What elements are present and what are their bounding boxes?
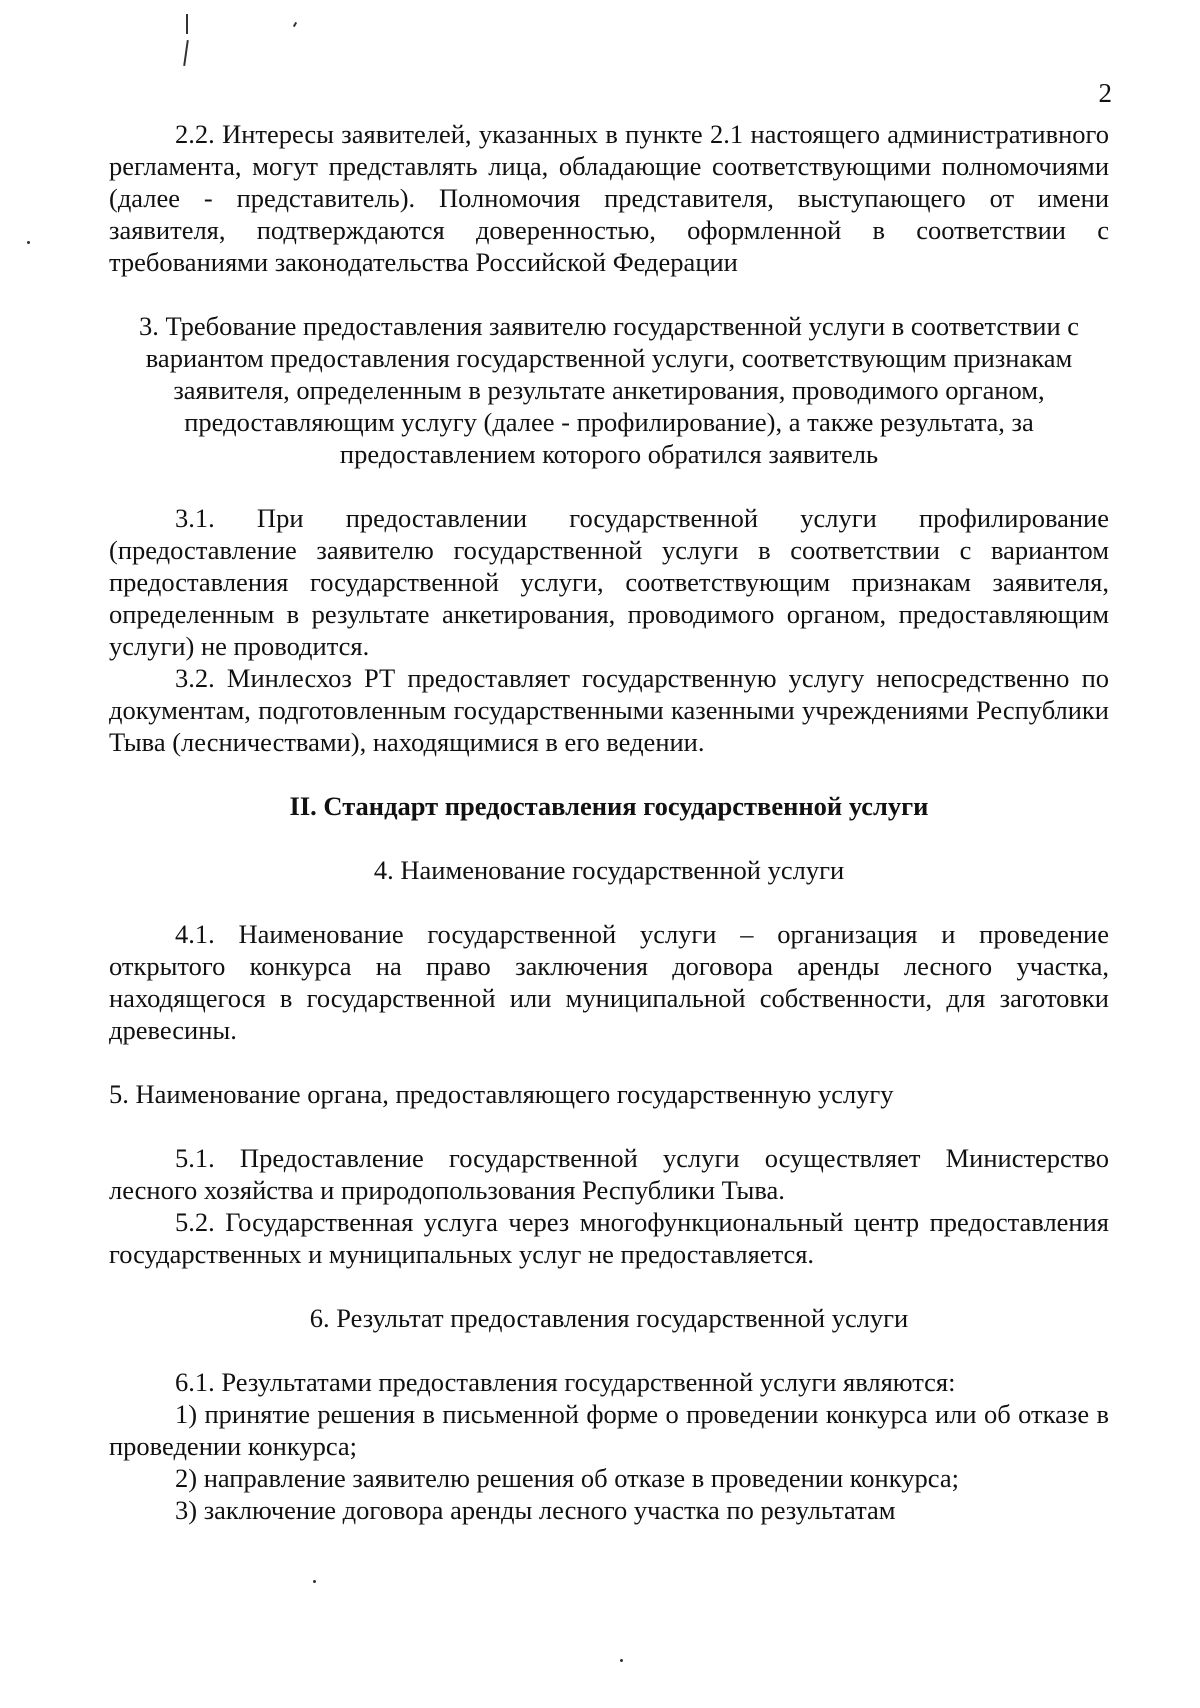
scan-mark — [186, 14, 188, 34]
paragraph-3-2: 3.2. Минлесхоз РТ предоставляет государственную услугу непосредственно по документам, подготовленным государственными казенными учреждениями Республики Тыва (лесничествами), находящимися в его ведении. — [109, 663, 1109, 757]
page-number: 2 — [1098, 78, 1112, 108]
scan-mark — [183, 40, 189, 66]
paragraph-3-1: 3.1. При предоставлении государственной услуги профилирование (предоставление заявителю государственной услуги в соответствии с вариантом предоставления государственной услуги, соответствующим признакам заявителя, определенным в результате анкетирования, проводимого органом, предоставляющим услуги) не проводится. — [109, 503, 1109, 661]
scan-mark — [27, 241, 30, 244]
section-II-heading: II. Стандарт предоставления государственной услуги — [289, 791, 929, 821]
scan-mark — [293, 22, 297, 27]
list-item-6-1-2: 2) направление заявителю решения об отказе в проведении конкурса; — [175, 1463, 959, 1493]
document-body — [109, 118, 1109, 1526]
paragraph-4-1: 4.1. Наименование государственной услуги – организация и проведение открытого конкурса на право заключения договора аренды лесного участка, находящегося в государственной или муниципальной собственности, для заготовки древесины. — [109, 919, 1109, 1045]
paragraph-5-2: 5.2. Государственная услуга через многофункциональный центр предоставления государственных и муниципальных услуг не предоставляется. — [109, 1207, 1109, 1269]
paragraph-2-2: 2.2. Интересы заявителей, указанных в пункте 2.1 настоящего административного регламента, могут представлять лица, обладающие соответствующими полномочиями (далее - представитель). Полномочия представителя, выступающего от имени заявителя, подтверждаются доверенностью, оформленной в соответствии с требованиями законодательства Российской Федерации — [109, 119, 1109, 277]
section-3-title: 3. Требование предоставления заявителю государственной услуги в соответствии с вариантом предоставления государственной услуги, соответствующим признакам заявителя, определенным в результате анкетирования, проводимого органом, предоставляющим услугу (далее - профилирование), а также результата, за предоставлением которого обратился заявитель — [138, 311, 1080, 469]
scan-mark — [620, 1659, 623, 1662]
list-item-6-1-3: 3) заключение договора аренды лесного участка по результатам — [175, 1495, 896, 1525]
list-item-6-1-1: 1) принятие решения в письменной форме о проведении конкурса или об отказе в проведении конкурса; — [109, 1399, 1109, 1461]
section-6-title: 6. Результат предоставления государственной услуги — [309, 1303, 909, 1333]
section-5-title: 5. Наименование органа, предоставляющего государственную услугу — [109, 1079, 894, 1109]
paragraph-6-1: 6.1. Результатами предоставления государственной услуги являются: — [175, 1367, 956, 1397]
section-4-title: 4. Наименование государственной услуги — [373, 855, 845, 885]
scan-mark — [313, 1580, 316, 1583]
paragraph-5-1: 5.1. Предоставление государственной услуги осуществляет Министерство лесного хозяйства и природопользования Республики Тыва. — [109, 1143, 1109, 1205]
